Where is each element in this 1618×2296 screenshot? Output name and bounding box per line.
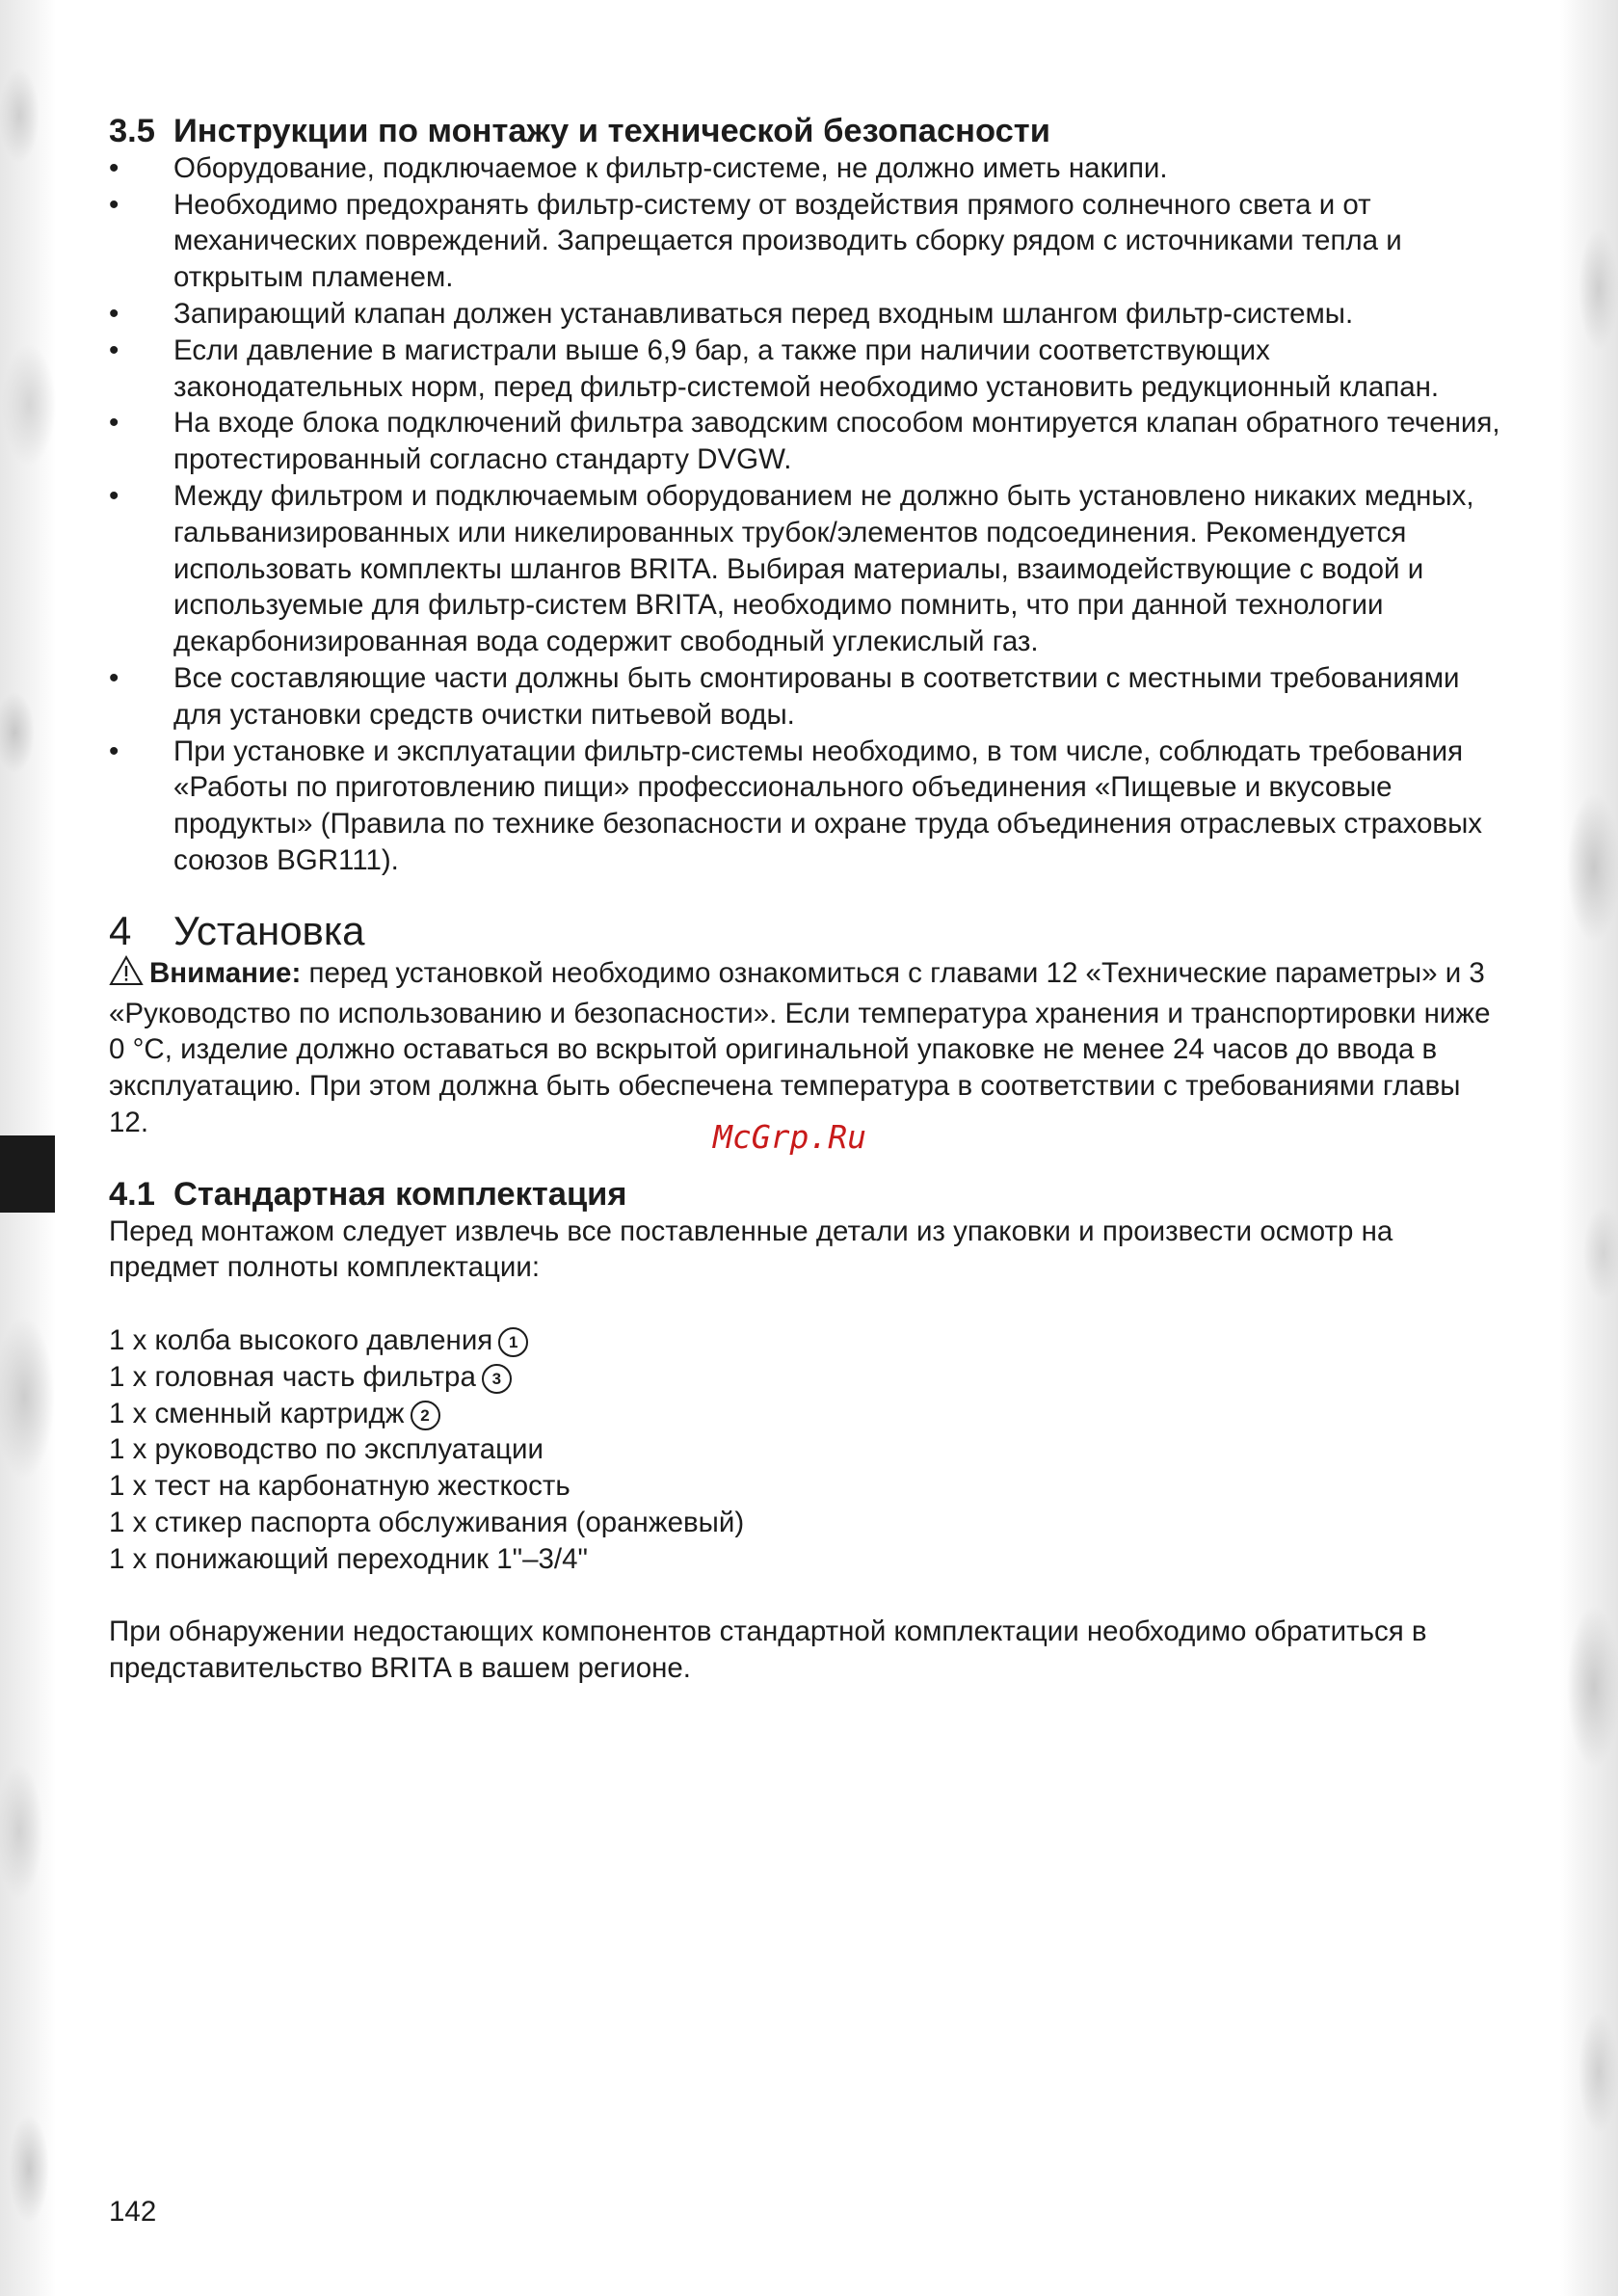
list-item: 1 x колба высокого давления 1 xyxy=(109,1322,1501,1359)
warning-triangle-icon xyxy=(109,955,144,996)
list-item: 1 x сменный картридж 2 xyxy=(109,1396,1501,1432)
page-number: 142 xyxy=(109,2196,157,2228)
list-item: • Оборудование, подключаемое к фильтр-системе, не должно иметь накипи. xyxy=(109,150,1501,187)
section-number: 4.1 xyxy=(109,1175,155,1213)
page-content xyxy=(109,114,1501,1687)
warning-text: перед установкой необходимо ознакомиться с главами 12 «Технические параметры» и 3 «Руководство по использованию и безопасности». Если температура хранения и транспортировки ниже 0 °C, изделие должно оставаться во вскрытой оригинальной упаковке не менее 24 часов до ввода в эксплуатацию. При этом должна быть обеспечена температура в соответствии с требованиями главы 12. xyxy=(109,956,1491,1138)
warning-label: Внимание: xyxy=(149,956,302,989)
callout-number-icon: 2 xyxy=(411,1401,440,1430)
section-number: 3.5 xyxy=(109,113,155,149)
bullet-icon: • xyxy=(109,151,119,184)
spacer xyxy=(109,1577,1501,1614)
warning-notice xyxy=(109,955,1501,1141)
callout-number-icon: 3 xyxy=(482,1364,512,1394)
right-decorative-border xyxy=(1560,0,1618,2296)
callout-number-icon: 1 xyxy=(498,1327,528,1357)
list-item: • Если давление в магистрали выше 6,9 бар, а также при наличии соответствующих законодательных норм, перед фильтр-системой необходимо установить редукционный клапан. xyxy=(109,333,1501,406)
list-item: 1 x понижающий переходник 1"–3/4" xyxy=(109,1542,588,1575)
section-4-1-heading xyxy=(109,1177,1501,1214)
list-item: • Между фильтром и подключаемым оборудованием не должно быть установлено никаких медных, гальванизированных или никелированных трубок/элементов подсоединения. Рекомендуется использовать комплекты шлангов BRITA. Выбирая материалы, взаимодействующие с водой и используемые для фильтр-систем BRITA, необходимо помнить, что при данной технологии декарбонизированная вода содержит свободный углекислый газ. xyxy=(109,478,1501,660)
section-title: Стандартная комплектация xyxy=(173,1175,627,1213)
list-item: • При установке и эксплуатации фильтр-системы необходимо, в том числе, соблюдать требования «Работы по приготовлению пищи» профессионального объединения «Пищевые и вкусовые продукты» (Правила по технике безопасности и охране труда объединения отраслевых страховых союзов BGR111). xyxy=(109,734,1501,879)
chapter-number: 4 xyxy=(109,907,132,953)
bullet-icon: • xyxy=(109,479,119,512)
bullet-icon: • xyxy=(109,297,119,330)
bullet-icon: • xyxy=(109,661,119,694)
list-item: • Запирающий клапан должен устанавливаться перед входным шлангом фильтр-системы. xyxy=(109,296,1501,333)
list-item: 1 x тест на карбонатную жесткость xyxy=(109,1470,570,1503)
section-3-5-heading xyxy=(109,114,1501,150)
list-item: 1 x стикер паспорта обслуживания (оранжевый) xyxy=(109,1506,745,1538)
safety-instructions-list xyxy=(109,150,1501,879)
section-title: Инструкции по монтажу и технической безопасности xyxy=(173,113,1050,149)
bullet-icon: • xyxy=(109,334,119,366)
list-item: 1 x руководство по эксплуатации xyxy=(109,1433,544,1466)
bullet-icon: • xyxy=(109,734,119,767)
list-item: • На входе блока подключений фильтра заводским способом монтируется клапан обратного течения, протестированный согласно стандарту DVGW. xyxy=(109,405,1501,478)
chapter-4-heading xyxy=(109,907,1501,955)
watermark: McGrp.Ru xyxy=(713,1118,866,1156)
list-item: • Все составляющие части должны быть смонтированы в соответствии с местными требованиями для установки средств очистки питьевой воды. xyxy=(109,660,1501,734)
bullet-icon: • xyxy=(109,188,119,221)
intro-paragraph: Перед монтажом следует извлечь все поставленные детали из упаковки и произвести осмотр на предмет полноты комплектации: xyxy=(109,1215,1393,1284)
chapter-title: Установка xyxy=(173,907,365,953)
closing-paragraph: При обнаружении недостающих компонентов стандартной комплектации необходимо обратиться в представительство BRITA в вашем регионе. xyxy=(109,1615,1427,1685)
list-item: • Необходимо предохранять фильтр-систему от воздействия прямого солнечного света и от механических повреждений. Запрещается производить сборку рядом с источниками тепла и открытым пламенем. xyxy=(109,187,1501,296)
list-item: 1 x головная часть фильтра 3 xyxy=(109,1359,1501,1396)
package-contents-list xyxy=(109,1322,1501,1578)
bullet-icon: • xyxy=(109,407,119,440)
chapter-tab-marker xyxy=(0,1135,55,1213)
spacer xyxy=(109,1286,1501,1322)
